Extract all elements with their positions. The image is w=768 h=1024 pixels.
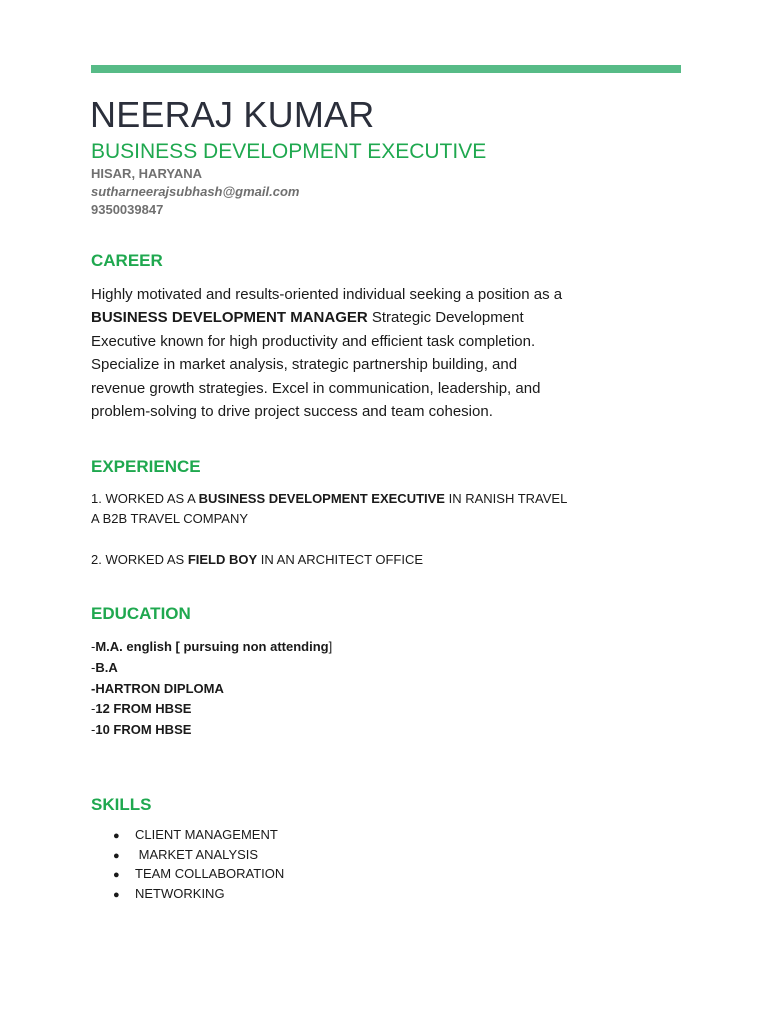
edu-suffix: ] [328,639,333,654]
location-text: HISAR, HARYANA [91,166,202,181]
edu-bold: 12 FROM HBSE [95,701,192,716]
candidate-name: NEERAJ KUMAR [90,94,375,135]
bullet-icon: ● [113,869,120,881]
skill-item [113,886,225,901]
skill-label: MARKET ANALYSIS [135,847,259,862]
education-heading: EDUCATION [91,604,191,623]
experience-heading: EXPERIENCE [91,457,201,476]
edu-bold: 10 FROM HBSE [95,722,192,737]
edu-bold: M.A. english [ pursuing non attending [95,639,329,654]
career-heading: CAREER [91,251,163,270]
top-accent-rule [91,65,681,73]
skill-label: CLIENT MANAGEMENT [135,827,278,842]
exp2-before: 2. WORKED AS [91,552,188,567]
education-item [91,722,191,737]
exp2-after: IN AN ARCHITECT OFFICE [257,552,424,567]
candidate-role: BUSINESS DEVELOPMENT EXECUTIVE [91,140,487,163]
edu-bold: B.A [95,660,118,675]
bullet-icon: ● [113,830,120,842]
experience-item-1 [91,491,567,506]
career-text-before: Highly motivated and results-oriented individual seeking a position as a [91,286,563,303]
skill-item [113,847,258,862]
education-item [91,681,224,696]
education-item [91,701,191,716]
exp1-before: 1. WORKED AS A [91,491,199,506]
bullet-icon: ● [113,889,120,901]
skills-heading: SKILLS [91,795,152,814]
career-summary [91,283,571,423]
edu-prefix: - [91,660,96,675]
skill-label: NETWORKING [135,886,225,901]
email-text: sutharneerajsubhash@gmail.com [91,184,300,199]
skill-item [113,866,284,881]
edu-prefix: - [91,722,96,737]
bullet-icon: ● [113,850,120,862]
experience-item-2 [91,552,423,567]
skill-label: TEAM COLLABORATION [135,866,285,881]
education-item [91,639,332,654]
exp1-bold: BUSINESS DEVELOPMENT EXECUTIVE [198,491,445,506]
exp2-bold: FIELD BOY [187,552,258,567]
edu-prefix: - [91,701,96,716]
experience-item-1-line2: A B2B TRAVEL COMPANY [91,511,249,526]
phone-text: 9350039847 [91,202,164,217]
edu-bold: -HARTRON DIPLOMA [91,681,224,696]
skill-item [113,827,278,842]
career-text-bold: BUSINESS DEVELOPMENT MANAGER [91,309,368,327]
career-text-after: Strategic Development Executive known for high productivity and efficient task completion. Specialize in market analysis, strategic partnership building, and revenue growth strategies. Excel in communication, leadership, and problem-solving to drive project success and team cohesion. [91,309,541,421]
edu-prefix: - [91,639,96,654]
education-item [91,660,118,675]
exp1-after: IN RANISH TRAVEL [444,491,568,506]
